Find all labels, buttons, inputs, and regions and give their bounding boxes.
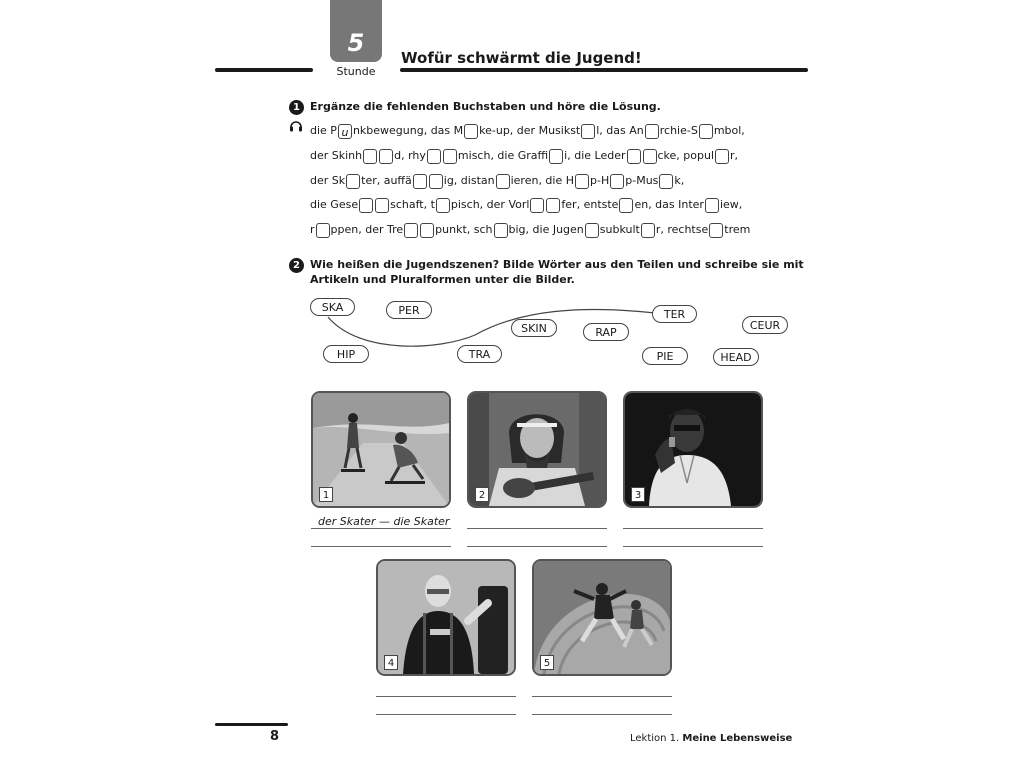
answer-line[interactable] [532,696,672,697]
header-rule-right [400,68,808,72]
exercise-text: l, das An [596,124,644,137]
footer-lesson [630,733,792,744]
letter-box[interactable] [496,174,510,189]
task-1-instruction: Ergänze die fehlenden Buchstaben und höre die Lösung. [310,100,661,113]
exercise-text: der Skinh [310,149,363,162]
exercise-line-5 [310,218,750,242]
letter-box[interactable] [436,198,450,213]
letter-box[interactable] [494,223,508,238]
page-number: 8 [270,729,280,744]
footer-rule [215,723,288,726]
exercise-text: p-Mus [625,174,659,187]
letter-box[interactable] [404,223,418,238]
answer-line[interactable] [623,528,763,529]
exercise-text: en, das Inter [634,198,704,211]
exercise-text: ppen, der Tre [330,223,404,236]
letter-box[interactable] [659,174,673,189]
headphones-icon [289,118,303,132]
photo-number: 3 [631,487,645,502]
answer-line[interactable] [623,546,763,547]
task-2-number: 2 [289,258,304,273]
letter-box[interactable] [443,149,457,164]
syllable-chip: HIP [323,345,369,363]
exercise-text: d, rhy [394,149,426,162]
letter-box[interactable] [645,124,659,139]
exercise-text: die P [310,124,337,137]
syllable-chip: PIE [642,347,688,365]
letter-box[interactable] [585,223,599,238]
page-title: Wofür schwärmt die Jugend! [401,49,642,67]
letter-box[interactable] [346,174,360,189]
exercise-text: fer, entste [561,198,619,211]
answer-line[interactable] [467,546,607,547]
letter-box[interactable] [699,124,713,139]
letter-box[interactable] [429,174,443,189]
exercise-text: ieren, die H [510,174,575,187]
syllable-chip: CEUR [742,316,788,334]
exercise-text: ter, auffä [361,174,412,187]
letter-box[interactable] [581,124,595,139]
answer-line[interactable] [467,528,607,529]
exercise-text: ke-up, der Musikst [479,124,581,137]
exercise-text: die Gese [310,198,359,211]
exercise-text: r, [730,149,739,162]
exercise-text: mbol, [713,124,745,137]
letter-box[interactable] [379,149,393,164]
photo-number: 1 [319,487,333,502]
letter-box[interactable] [316,223,330,238]
exercise-text: r [310,223,315,236]
exercise-text: schaft, t [390,198,435,211]
syllable-chip: TRA [457,345,502,363]
footer-lesson-label: Lektion 1. [630,733,680,744]
syllable-chip: SKIN [511,319,557,337]
exercise-text: subkult [599,223,640,236]
syllable-chip: SKA [310,298,355,316]
exercise-text: ig, distan [443,174,495,187]
answer-line[interactable] [532,714,672,715]
photo-number: 4 [384,655,398,670]
letter-box[interactable] [375,198,389,213]
letter-box[interactable] [619,198,633,213]
syllable-chip: RAP [583,323,629,341]
exercise-text: nkbewegung, das M [352,124,464,137]
task-2-instruction-line-1: Wie heißen die Jugendszenen? Bilde Wörter aus den Teilen und schreibe sie mit [310,258,804,271]
letter-box[interactable] [420,223,434,238]
exercise-line-3 [310,169,684,193]
task-1-number: 1 [289,100,304,115]
letter-box[interactable] [627,149,641,164]
photo-number: 2 [475,487,489,502]
letter-box[interactable] [359,198,373,213]
letter-box[interactable] [464,124,478,139]
letter-box[interactable] [641,223,655,238]
exercise-text: trem [724,223,751,236]
header-rule-left [215,68,313,72]
exercise-text: pisch, der Vorl [450,198,530,211]
footer-lesson-title: Meine Lebensweise [682,733,793,744]
letter-box[interactable] [575,174,589,189]
photo-number: 5 [540,655,554,670]
exercise-line-4 [310,193,742,217]
syllable-chip: TER [652,305,697,323]
letter-box[interactable] [363,149,377,164]
exercise-line-2 [310,144,738,168]
lesson-number: 5 [347,29,365,57]
answer-line[interactable] [376,714,516,715]
letter-box[interactable] [715,149,729,164]
exercise-line-1 [310,119,745,143]
exercise-text: der Sk [310,174,346,187]
letter-box[interactable] [546,198,560,213]
exercise-text: i, die Leder [564,149,626,162]
syllable-chip: HEAD [713,348,759,366]
letter-box[interactable] [705,198,719,213]
letter-box[interactable] [643,149,657,164]
exercise-text: r, rechtse [655,223,709,236]
exercise-text: punkt, sch [435,223,493,236]
answer-line[interactable] [376,696,516,697]
syllable-chip: PER [386,301,432,319]
letter-box[interactable]: u [338,124,352,139]
stunde-label: Stunde [336,65,376,78]
exercise-text: iew, [719,198,743,211]
letter-box[interactable] [427,149,441,164]
letter-box[interactable] [610,174,624,189]
exercise-text: k, [674,174,685,187]
letter-box[interactable] [709,223,723,238]
exercise-text: cke, popul [657,149,715,162]
exercise-text: big, die Jugen [508,223,584,236]
answer-line[interactable] [311,546,451,547]
letter-box[interactable] [549,149,563,164]
exercise-text: p-H [590,174,610,187]
letter-box[interactable] [530,198,544,213]
letter-box[interactable] [413,174,427,189]
task-2-instruction-line-2: Artikeln und Pluralformen unter die Bilder. [310,273,575,286]
exercise-text: rchie-S [659,124,698,137]
answer-text-1: der Skater — die Skater [318,515,450,528]
exercise-text: misch, die Graffi [457,149,549,162]
answer-line[interactable] [311,528,451,529]
